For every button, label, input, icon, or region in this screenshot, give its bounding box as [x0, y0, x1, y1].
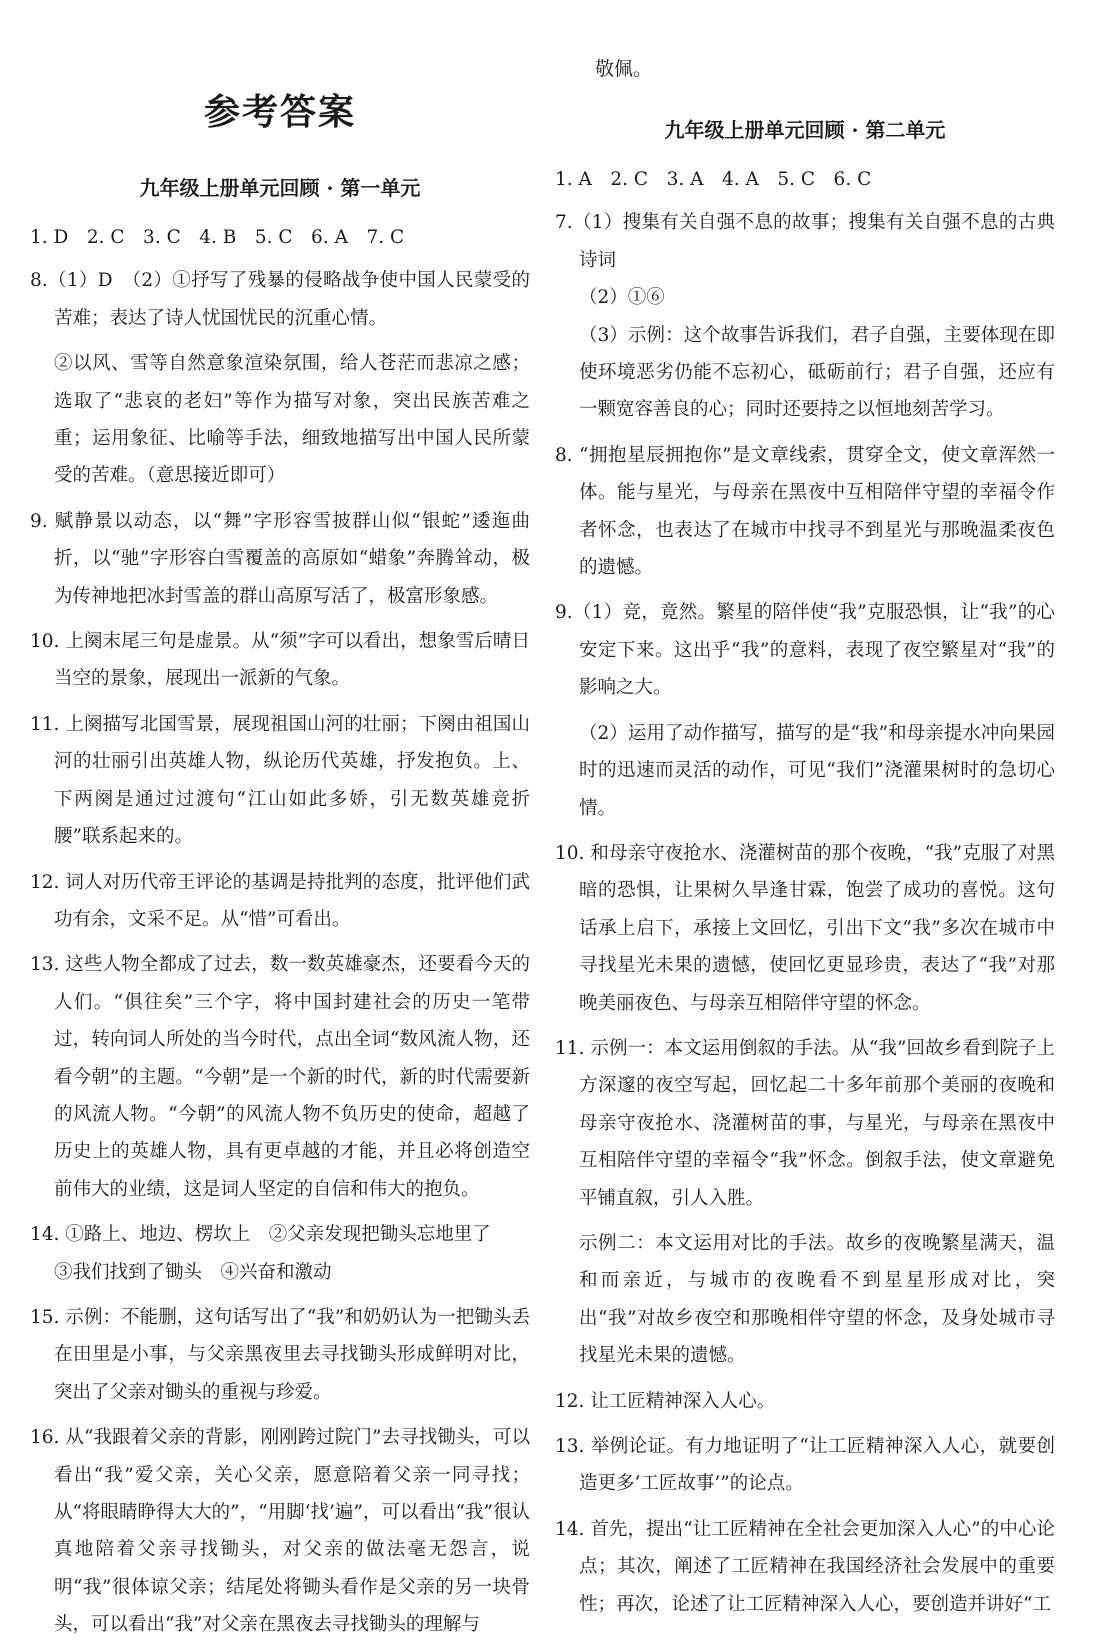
right-column	[555, 0, 1055, 1631]
answer-8: 8.（1）D （2）①抒写了残暴的侵略战争使中国人民蒙受的苦难；表达了诗人忧国忧民的沉重心情。	[30, 270, 530, 329]
answer-14: 14. ①路上、地边、楞坎上 ②父亲发现把锄头忘地里了	[30, 1224, 491, 1246]
answer-8-unit-2: 8. “拥抱星辰拥抱你”是文章线索，贯穿全文，使文章浑然一体。能与星光，与母亲在黑夜中互相陪伴守望的幸福令作者怀念，也表达了在城市中找寻不到星光与那晚温柔夜色的遗憾。	[555, 444, 1055, 579]
answer-12-unit-2: 12. 让工匠精神深入人心。	[555, 1390, 776, 1412]
answer-10-unit-2: 10. 和母亲守夜抢水、浇灌树苗的那个夜晚，“我”克服了对黑暗的恐惧，让果树久旱逢甘霖，饱尝了成功的喜悦。这句话承上启下，承接上文回忆，引出下文“我”多次在城市中寻找星光未果的遗憾，使回忆更显珍贵，表达了“我”对那晚美丽夜色、与母亲互相陪伴守望的怀念。	[555, 842, 1055, 1014]
page-title: 参考答案	[203, 91, 356, 133]
answer-8-2: ②以风、雪等自然意象渲染氛围，给人苍茫而悲凉之感；选取了“悲哀的老妇”等作为描写对象，突出民族苦难之重；运用象征、比喻等手法，细致地描写出中国人民所蒙受的苦难。（意思接近即可）	[54, 353, 530, 487]
answer-13-unit-2: 13. 举例论证。有力地证明了“让工匠精神深入人心，就要创造更多‘工匠故事’”的论点。	[555, 1436, 1055, 1495]
answer-11: 11. 上阕描写北国雪景，展现祖国山河的壮丽；下阕由祖国山河的壮丽引出英雄人物，纵论历代英雄，抒发抱负。上、下两阕是通过过渡句“江山如此多娇，引无数英雄竞折腰”联系起来的。	[30, 713, 530, 848]
answer-9-2-unit-2: （2）运用了动作描写，描写的是“我”和母亲提水冲向果园时的迅速而灵活的动作，可见“我们”浇灌果树时的急切心情。	[579, 722, 1055, 819]
answer-14-unit-2: 14. 首先，提出“让工匠精神在全社会更加深入人心”的中心论点；其次，阐述了工匠精神在我国经济社会发展中的重要性；再次，论述了让工匠精神深入人心，要创造并讲好“工	[555, 1518, 1055, 1615]
answer-9-unit-2: 9.（1）竞，竟然。繁星的陪伴使“我”克服恐惧，让“我”的心安定下来。这出乎“我”的意料，表现了夜空繁星对“我”的影响之大。	[555, 602, 1055, 699]
answer-mcq-unit-2: 1. A 2. C 3. A 4. A 5. C 6. C	[555, 169, 872, 190]
answer-11-example-2: 示例二：本文运用对比的手法。故乡的夜晚繁星满天，温和而亲近，与城市的夜晚看不到星星形成对比，突出“我”对故乡夜空和那晚相伴守望的怀念，及身处城市寻找星光未果的遗憾。	[579, 1232, 1055, 1367]
answer-7-2: （2）①⑥	[579, 287, 665, 309]
answer-7: 7.（1）搜集有关自强不息的故事；搜集有关自强不息的古典诗词	[555, 212, 1055, 271]
answer-12: 12. 词人对历代帝王评论的基调是持批判的态度，批评他们武功有余，文采不足。从“惜”可看出。	[30, 871, 530, 930]
answer-14-2: ③我们找到了锄头 ④兴奋和激动	[54, 1261, 332, 1283]
continuation-text: 敬佩。	[595, 58, 653, 80]
left-column	[30, 0, 530, 1652]
section-title-unit-1: 九年级上册单元回顾 · 第一单元	[139, 176, 421, 200]
answer-10: 10. 上阕末尾三句是虚景。从“须”字可以看出，想象雪后晴日当空的景象，展现出一派新的气象。	[30, 631, 530, 690]
answer-11-unit-2: 11. 示例一：本文运用倒叙的手法。从“我”回故乡看到院子上方深邃的夜空写起，回忆起二十多年前那个美丽的夜晚和母亲守夜抢水、浇灌树苗的事，与星光，与母亲在黑夜中互相陪伴守望的幸福令“我”怀念。倒叙手法，使文章避免平铺直叙，引人入胜。	[555, 1037, 1055, 1209]
answer-mcq: 1. D 2. C 3. C 4. B 5. C 6. A 7. C	[30, 227, 405, 248]
answer-9: 9. 赋静景以动态，以“舞”字形容雪披群山似“银蛇”逶迤曲折，以“驰”字形容白雪覆盖的高原如“蜡象”奔腾耸动，极为传神地把冰封雪盖的群山高原写活了，极富形象感。	[30, 510, 530, 607]
section-title-unit-2: 九年级上册单元回顾 · 第二单元	[664, 118, 946, 142]
answer-13: 13. 这些人物全都成了过去，数一数英雄豪杰，还要看今天的人们。“俱往矣”三个字，将中国封建社会的历史一笔带过，转向词人所处的当今时代，点出全词“数风流人物，还看今朝”的主题。“今朝”是一个新的时代，新的时代需要新的风流人物。“今朝”的风流人物不负历史的使命，超越了历史上的英雄人物，具有更卓越的才能，并且必将创造空前伟大的业绩，这是词人坚定的自信和伟大的抱负。	[30, 954, 530, 1200]
answer-7-3: （3）示例：这个故事告诉我们，君子自强，主要体现在即使环境恶劣仍能不忘初心，砥砺前行；君子自强，还应有一颗宽容善良的心；同时还要持之以恒地刻苦学习。	[579, 324, 1055, 421]
answer-16: 16. 从“我跟着父亲的背影，刚刚跨过院门”去寻找锄头，可以看出“我”爱父亲，关心父亲，愿意陪着父亲一同寻找；从“将眼睛睁得大大的”，“用脚‘找’遍”，可以看出“我”很认真地陪着父亲寻找锄头，对父亲的做法毫无怨言，说明“我”很体谅父亲；结尾处将锄头看作是父亲的另一块骨头，可以看出“我”对父亲在黑夜去寻找锄头的理解与	[30, 1427, 530, 1636]
answer-15: 15. 示例：不能删，这句话写出了“我”和奶奶认为一把锄头丢在田里是小事，与父亲黑夜里去寻找锄头形成鲜明对比，突出了父亲对锄头的重视与珍爱。	[30, 1306, 530, 1403]
